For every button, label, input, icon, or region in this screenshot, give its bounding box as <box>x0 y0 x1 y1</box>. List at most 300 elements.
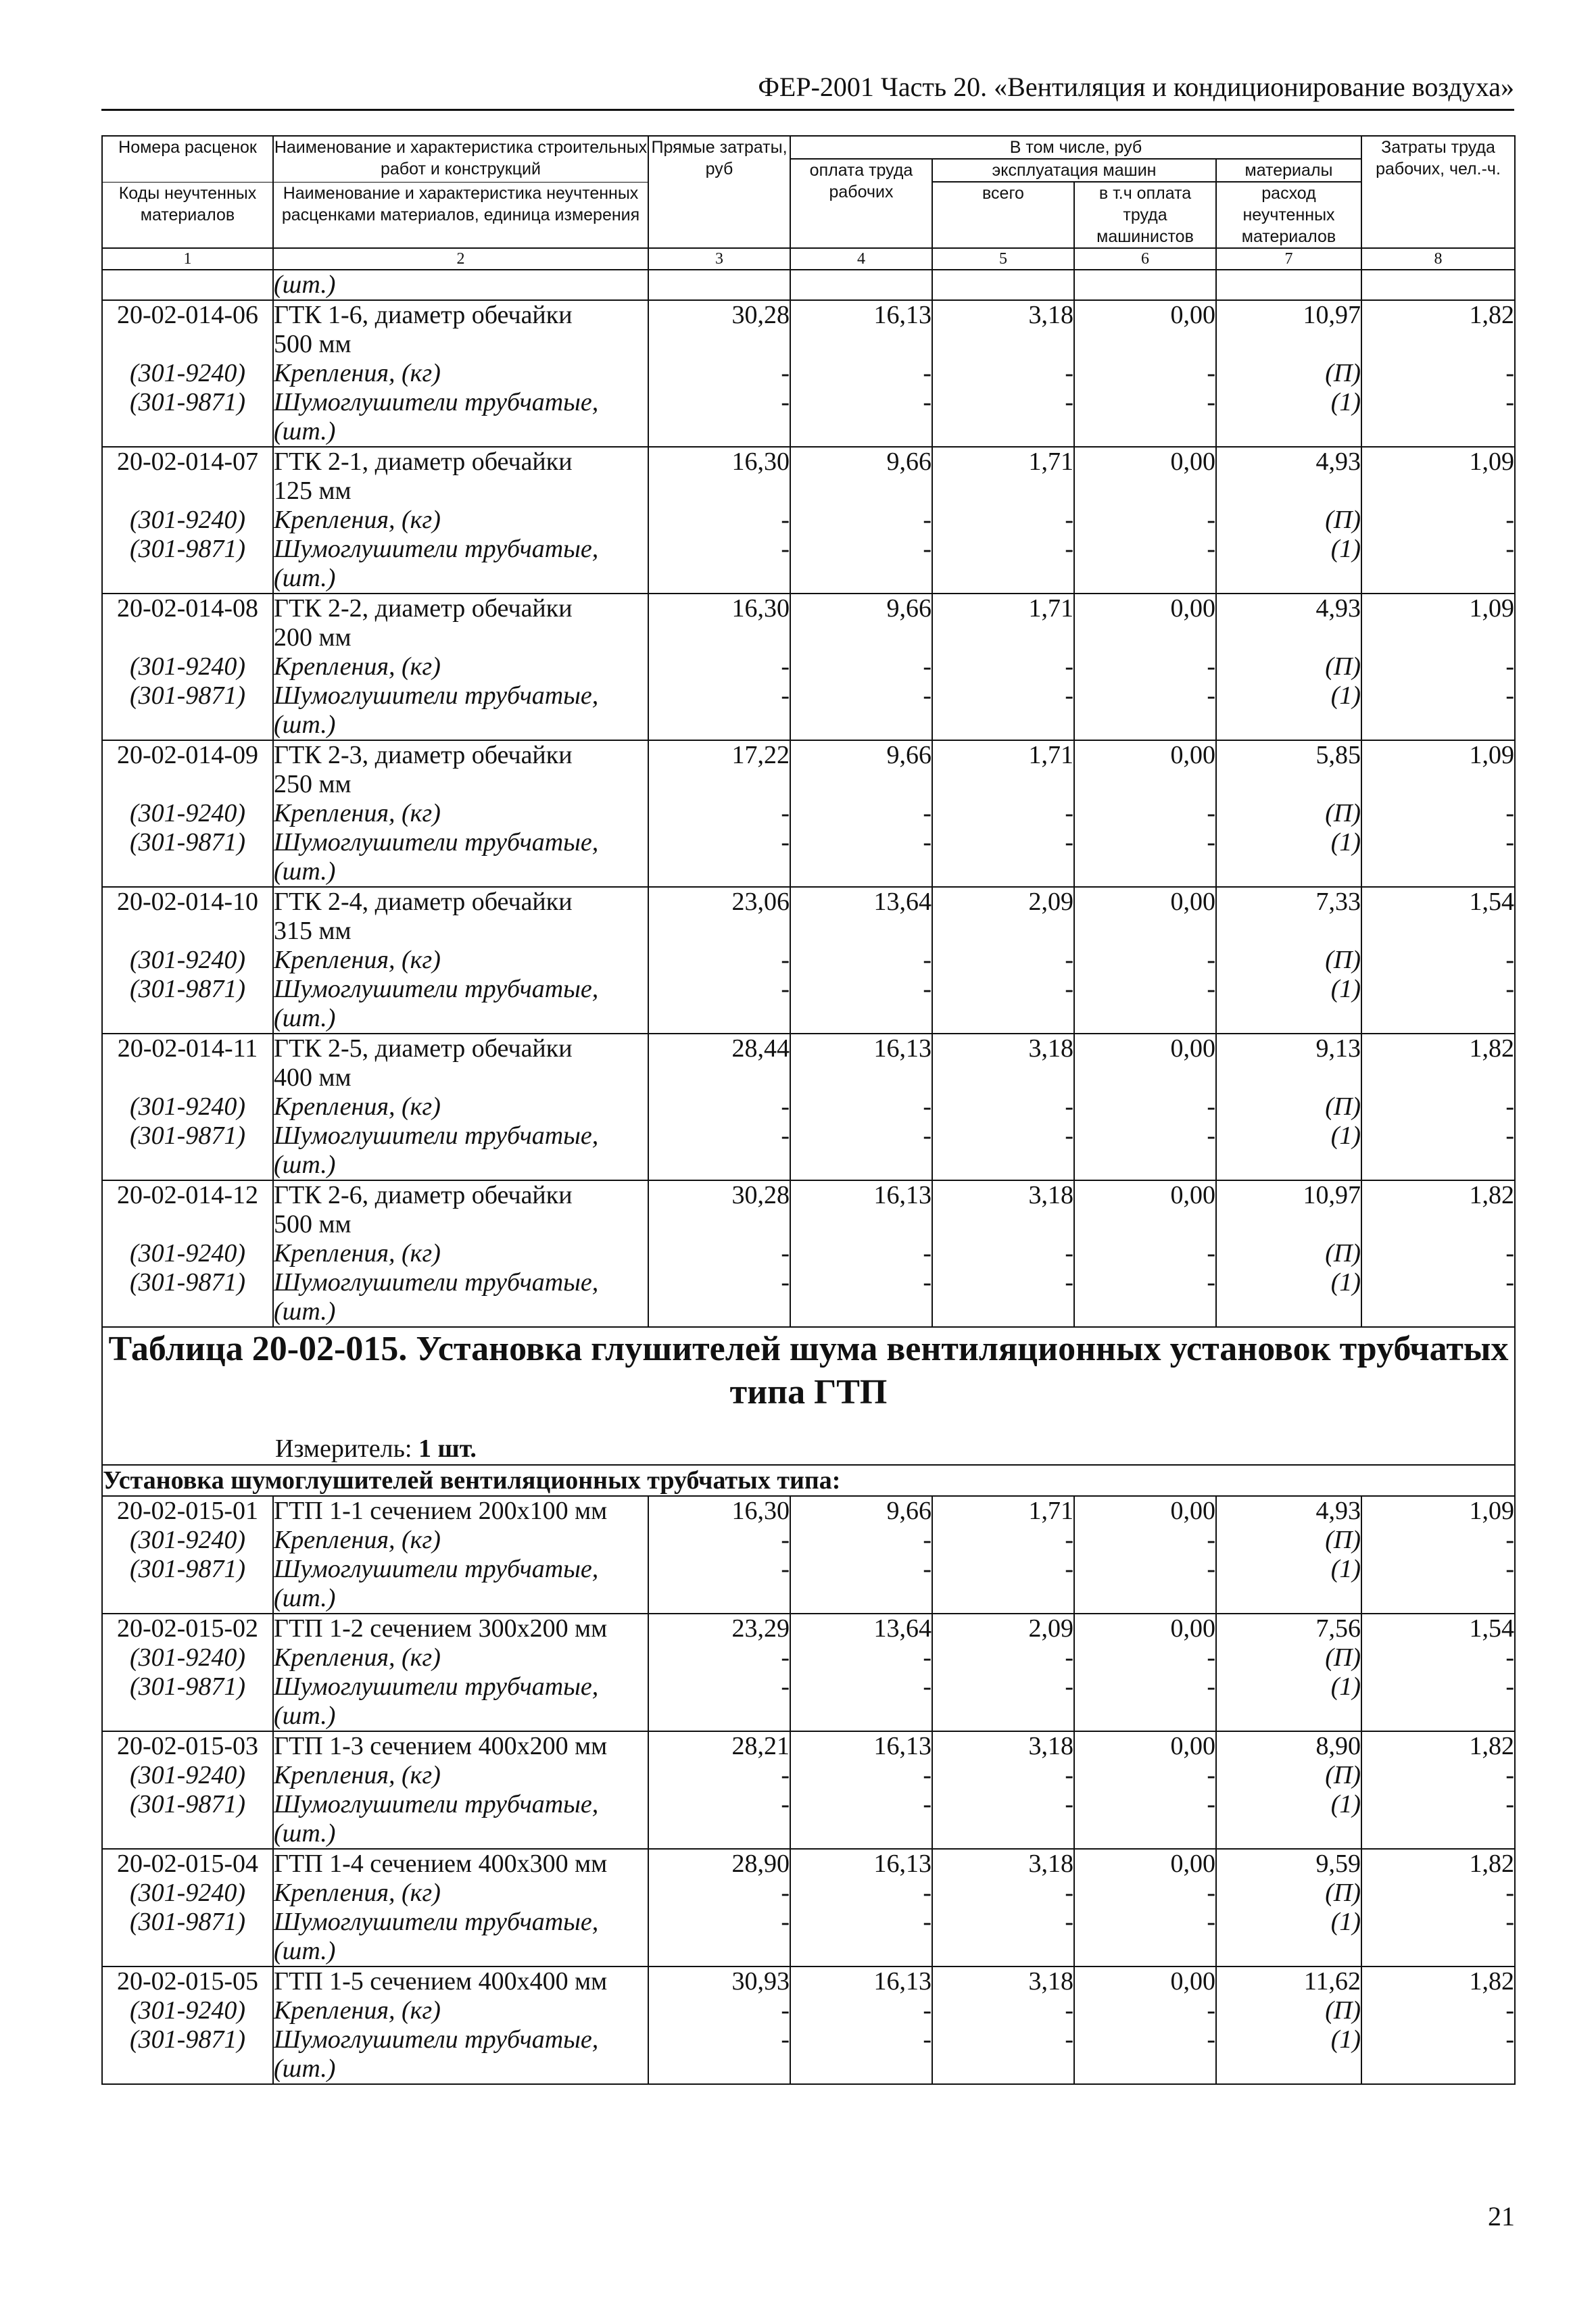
material-code: (301-9871) <box>102 1790 273 1819</box>
rate-code: 20-02-014-11 <box>102 1034 273 1063</box>
dash: - <box>932 828 1074 857</box>
dash: - <box>790 1790 932 1819</box>
dash: - <box>1361 652 1515 681</box>
dash: - <box>648 946 790 975</box>
material-name: Крепления, (кг) <box>273 1092 648 1121</box>
dash: - <box>1361 1908 1515 1937</box>
material-mark: (1) <box>1216 681 1361 710</box>
machines-total: 1,71 <box>932 447 1074 477</box>
direct-costs: 16,30 <box>648 594 790 623</box>
material-mark: (1) <box>1216 828 1361 857</box>
material-name: Шумоглушители трубчатые, <box>273 535 648 564</box>
material-name: Шумоглушители трубчатые, <box>273 828 648 857</box>
dash: - <box>790 1239 932 1268</box>
dash: - <box>932 1121 1074 1151</box>
table-body <box>102 270 1515 2084</box>
dash: - <box>790 1879 932 1908</box>
material-code: (301-9871) <box>102 681 273 710</box>
material-mark: (1) <box>1216 1790 1361 1819</box>
material-code: (301-9240) <box>102 652 273 681</box>
column-number: 7 <box>1216 248 1361 270</box>
material-mark: (1) <box>1216 1121 1361 1151</box>
materials-cost: 9,59 <box>1216 1849 1361 1879</box>
materials-cost: 4,93 <box>1216 594 1361 623</box>
material-mark: (1) <box>1216 1672 1361 1702</box>
material-name: Крепления, (кг) <box>273 1879 648 1908</box>
dash: - <box>790 388 932 417</box>
header-including: В том числе, руб <box>790 136 1361 159</box>
material-mark: (П) <box>1216 359 1361 388</box>
dash: - <box>790 1526 932 1555</box>
labor-hours: 1,82 <box>1361 1180 1515 1210</box>
material-mark: (1) <box>1216 2025 1361 2054</box>
dash: - <box>648 1092 790 1121</box>
materials-cost: 10,97 <box>1216 1180 1361 1210</box>
dash: - <box>790 828 932 857</box>
dash: - <box>1074 1672 1216 1702</box>
materials-cost: 8,90 <box>1216 1731 1361 1761</box>
dash: - <box>648 681 790 710</box>
dash: - <box>790 799 932 828</box>
material-unit: (шт.) <box>273 417 648 447</box>
machinists-pay: 0,00 <box>1074 594 1216 623</box>
table-row <box>102 1034 1515 1063</box>
dash: - <box>648 1879 790 1908</box>
dash: - <box>932 359 1074 388</box>
dash: - <box>1074 1761 1216 1790</box>
direct-costs: 28,44 <box>648 1034 790 1063</box>
work-name-cont: 400 мм <box>273 1063 648 1092</box>
work-name-cont: 125 мм <box>273 477 648 506</box>
table-row <box>102 417 1515 447</box>
dash: - <box>932 946 1074 975</box>
machines-total: 3,18 <box>932 1849 1074 1879</box>
rate-code: 20-02-014-08 <box>102 594 273 623</box>
table-row <box>102 828 1515 857</box>
dash: - <box>1361 1672 1515 1702</box>
machinists-pay: 0,00 <box>1074 447 1216 477</box>
column-number: 1 <box>102 248 273 270</box>
materials-cost: 4,93 <box>1216 447 1361 477</box>
labor-pay: 9,66 <box>790 1496 932 1526</box>
dash: - <box>790 1555 932 1584</box>
direct-costs: 28,21 <box>648 1731 790 1761</box>
column-number: 8 <box>1361 248 1515 270</box>
header-rate-numbers: Номера расценок <box>102 136 273 182</box>
dash: - <box>1074 1092 1216 1121</box>
material-name: Крепления, (кг) <box>273 946 648 975</box>
rate-code: 20-02-015-04 <box>102 1849 273 1879</box>
dash: - <box>790 1643 932 1672</box>
work-name: ГТП 1-1 сечением 200х100 мм <box>273 1496 648 1526</box>
table-row <box>102 1584 1515 1614</box>
machines-total: 2,09 <box>932 1614 1074 1643</box>
direct-costs: 16,30 <box>648 447 790 477</box>
work-name: ГТП 1-2 сечением 300х200 мм <box>273 1614 648 1643</box>
dash: - <box>1361 799 1515 828</box>
price-table <box>101 135 1516 2085</box>
material-name: Крепления, (кг) <box>273 359 648 388</box>
dash: - <box>1361 1239 1515 1268</box>
material-unit: (шт.) <box>273 1297 648 1327</box>
dash: - <box>1361 1643 1515 1672</box>
running-header: ФЕР-2001 Часть 20. «Вентиляция и кондиционирование воздуха» <box>101 71 1514 111</box>
material-name: Шумоглушители трубчатые, <box>273 1268 648 1297</box>
material-code: (301-9871) <box>102 388 273 417</box>
material-code: (301-9871) <box>102 1672 273 1702</box>
table-header <box>102 136 1515 270</box>
dash: - <box>648 1996 790 2025</box>
labor-pay: 16,13 <box>790 1967 932 1996</box>
dash: - <box>932 2025 1074 2054</box>
machines-total: 3,18 <box>932 1967 1074 1996</box>
materials-cost: 5,85 <box>1216 740 1361 770</box>
header-machines-total: всего <box>932 182 1074 248</box>
rate-code: 20-02-015-03 <box>102 1731 273 1761</box>
dash: - <box>1361 946 1515 975</box>
dash: - <box>1074 2025 1216 2054</box>
material-name: Шумоглушители трубчатые, <box>273 1790 648 1819</box>
material-code: (301-9871) <box>102 1121 273 1151</box>
dash: - <box>1361 1268 1515 1297</box>
labor-hours: 1,54 <box>1361 887 1515 917</box>
dash: - <box>1361 1996 1515 2025</box>
column-number: 6 <box>1074 248 1216 270</box>
dash: - <box>790 1908 932 1937</box>
material-code: (301-9871) <box>102 1268 273 1297</box>
dash: - <box>1361 535 1515 564</box>
dash: - <box>1074 535 1216 564</box>
machinists-pay: 0,00 <box>1074 740 1216 770</box>
dash: - <box>1361 975 1515 1004</box>
labor-pay: 16,13 <box>790 300 932 330</box>
header-direct-costs: Прямые затраты, руб <box>648 136 790 248</box>
machines-total: 1,71 <box>932 1496 1074 1526</box>
material-mark: (П) <box>1216 1996 1361 2025</box>
table-row <box>102 1268 1515 1297</box>
labor-pay: 9,66 <box>790 447 932 477</box>
labor-hours: 1,82 <box>1361 1849 1515 1879</box>
table-row <box>102 1239 1515 1268</box>
dash: - <box>648 1672 790 1702</box>
work-name: ГТК 2-3, диаметр обечайки <box>273 740 648 770</box>
material-code: (301-9240) <box>102 1526 273 1555</box>
table-row <box>102 506 1515 535</box>
material-unit: (шт.) <box>273 1937 648 1967</box>
table-row <box>102 1063 1515 1092</box>
dash: - <box>1074 975 1216 1004</box>
table-row <box>102 1731 1515 1761</box>
dash: - <box>1074 1879 1216 1908</box>
work-name: ГТК 2-5, диаметр обечайки <box>273 1034 648 1063</box>
table-row <box>102 1702 1515 1731</box>
dash: - <box>1074 1643 1216 1672</box>
header-materials: материалы <box>1216 159 1361 182</box>
material-mark: (П) <box>1216 1643 1361 1672</box>
material-mark: (1) <box>1216 1268 1361 1297</box>
dash: - <box>1361 1555 1515 1584</box>
material-code: (301-9871) <box>102 535 273 564</box>
dash: - <box>1074 1908 1216 1937</box>
machines-total: 2,09 <box>932 887 1074 917</box>
header-material-codes: Коды неучтенных материалов <box>102 182 273 248</box>
column-number: 3 <box>648 248 790 270</box>
dash: - <box>1361 506 1515 535</box>
table-row <box>102 1297 1515 1327</box>
dash: - <box>1074 388 1216 417</box>
dash: - <box>790 1761 932 1790</box>
table-row <box>102 1526 1515 1555</box>
table-row <box>102 359 1515 388</box>
table-row <box>102 1790 1515 1819</box>
material-name: Крепления, (кг) <box>273 1996 648 2025</box>
work-name-cont: 500 мм <box>273 1210 648 1239</box>
work-name: ГТП 1-3 сечением 400х200 мм <box>273 1731 648 1761</box>
direct-costs: 23,29 <box>648 1614 790 1643</box>
dash: - <box>790 359 932 388</box>
machinists-pay: 0,00 <box>1074 1180 1216 1210</box>
dash: - <box>1074 1239 1216 1268</box>
dash: - <box>932 799 1074 828</box>
table-row <box>102 799 1515 828</box>
materials-cost: 11,62 <box>1216 1967 1361 1996</box>
dash: - <box>648 1908 790 1937</box>
machines-total: 1,71 <box>932 594 1074 623</box>
measure-unit <box>275 1433 1514 1464</box>
table-row <box>102 564 1515 594</box>
labor-pay: 16,13 <box>790 1731 932 1761</box>
table-row <box>102 1121 1515 1151</box>
header-machines: эксплуатация машин <box>932 159 1216 182</box>
dash: - <box>648 2025 790 2054</box>
material-code: (301-9871) <box>102 1908 273 1937</box>
material-code: (301-9240) <box>102 799 273 828</box>
dash: - <box>1361 388 1515 417</box>
dash: - <box>790 1268 932 1297</box>
measure-label: Измеритель: <box>275 1434 412 1463</box>
dash: - <box>932 1761 1074 1790</box>
table-row <box>102 2025 1515 2054</box>
dash: - <box>1361 1121 1515 1151</box>
column-number: 5 <box>932 248 1074 270</box>
dash: - <box>648 828 790 857</box>
rate-code: 20-02-014-07 <box>102 447 273 477</box>
dash: - <box>932 1790 1074 1819</box>
labor-hours: 1,54 <box>1361 1614 1515 1643</box>
material-code: (301-9240) <box>102 1761 273 1790</box>
material-unit: (шт.) <box>273 1819 648 1849</box>
dash: - <box>1074 1996 1216 2025</box>
table-row <box>102 1761 1515 1790</box>
table-row <box>102 477 1515 506</box>
material-unit: (шт.) <box>273 1004 648 1034</box>
material-code: (301-9240) <box>102 946 273 975</box>
material-name: Шумоглушители трубчатые, <box>273 1672 648 1702</box>
table-row <box>102 447 1515 477</box>
work-name-cont: 250 мм <box>273 770 648 799</box>
measure-value: 1 шт. <box>418 1434 477 1463</box>
header-labor-costs: Затраты труда рабочих, чел.-ч. <box>1361 136 1515 248</box>
dash: - <box>648 1268 790 1297</box>
table-row <box>102 623 1515 652</box>
table-row <box>102 1210 1515 1239</box>
labor-pay: 16,13 <box>790 1034 932 1063</box>
dash: - <box>932 1268 1074 1297</box>
table-row <box>102 1672 1515 1702</box>
machinists-pay: 0,00 <box>1074 1496 1216 1526</box>
dash: - <box>648 1526 790 1555</box>
continued-unit: (шт.) <box>273 270 648 300</box>
labor-pay: 16,13 <box>790 1849 932 1879</box>
material-name: Шумоглушители трубчатые, <box>273 388 648 417</box>
dash: - <box>1361 1879 1515 1908</box>
material-code: (301-9240) <box>102 1643 273 1672</box>
dash: - <box>932 1555 1074 1584</box>
material-unit: (шт.) <box>273 710 648 740</box>
material-code: (301-9871) <box>102 1555 273 1584</box>
header-materials-unaccounted: расход неучтенных материалов <box>1216 182 1361 248</box>
labor-hours: 1,09 <box>1361 740 1515 770</box>
labor-pay: 16,13 <box>790 1180 932 1210</box>
material-name: Шумоглушители трубчатые, <box>273 975 648 1004</box>
rate-code: 20-02-015-05 <box>102 1967 273 1996</box>
dash: - <box>790 1121 932 1151</box>
machines-total: 1,71 <box>932 740 1074 770</box>
dash: - <box>1074 681 1216 710</box>
direct-costs: 28,90 <box>648 1849 790 1879</box>
dash: - <box>648 652 790 681</box>
labor-hours: 1,09 <box>1361 594 1515 623</box>
material-name: Крепления, (кг) <box>273 652 648 681</box>
page-number: 21 <box>1488 2201 1515 2231</box>
dash: - <box>932 1879 1074 1908</box>
machinists-pay: 0,00 <box>1074 1614 1216 1643</box>
dash: - <box>1361 1790 1515 1819</box>
work-name-cont: 315 мм <box>273 917 648 946</box>
table-row <box>102 1996 1515 2025</box>
table-row <box>102 1849 1515 1879</box>
material-mark: (П) <box>1216 1239 1361 1268</box>
machinists-pay: 0,00 <box>1074 1849 1216 1879</box>
material-code: (301-9871) <box>102 828 273 857</box>
table-row <box>102 1643 1515 1672</box>
rate-code: 20-02-014-10 <box>102 887 273 917</box>
material-unit: (шт.) <box>273 2054 648 2084</box>
table-row <box>102 1004 1515 1034</box>
machinists-pay: 0,00 <box>1074 1034 1216 1063</box>
dash: - <box>790 2025 932 2054</box>
machines-total: 3,18 <box>932 1034 1074 1063</box>
dash: - <box>932 1092 1074 1121</box>
table-row <box>102 917 1515 946</box>
material-mark: (П) <box>1216 506 1361 535</box>
dash: - <box>648 1761 790 1790</box>
material-name: Крепления, (кг) <box>273 1526 648 1555</box>
labor-pay: 9,66 <box>790 740 932 770</box>
table-title-row <box>102 1327 1515 1465</box>
material-code: (301-9240) <box>102 1092 273 1121</box>
material-name: Крепления, (кг) <box>273 1761 648 1790</box>
material-code: (301-9871) <box>102 2025 273 2054</box>
table-row <box>102 1496 1515 1526</box>
dash: - <box>648 535 790 564</box>
dash: - <box>1361 2025 1515 2054</box>
material-mark: (1) <box>1216 975 1361 1004</box>
dash: - <box>790 652 932 681</box>
direct-costs: 16,30 <box>648 1496 790 1526</box>
machinists-pay: 0,00 <box>1074 887 1216 917</box>
material-name: Шумоглушители трубчатые, <box>273 2025 648 2054</box>
dash: - <box>1361 1092 1515 1121</box>
table-row <box>102 1555 1515 1584</box>
table-row <box>102 388 1515 417</box>
table-row <box>102 1092 1515 1121</box>
material-mark: (П) <box>1216 652 1361 681</box>
dash: - <box>1074 1526 1216 1555</box>
machines-total: 3,18 <box>932 1731 1074 1761</box>
table-row <box>102 2054 1515 2084</box>
dash: - <box>790 1092 932 1121</box>
material-name: Крепления, (кг) <box>273 799 648 828</box>
table-title-block <box>102 1327 1515 1465</box>
work-name: ГТП 1-4 сечением 400х300 мм <box>273 1849 648 1879</box>
material-mark: (П) <box>1216 1761 1361 1790</box>
direct-costs: 17,22 <box>648 740 790 770</box>
machinists-pay: 0,00 <box>1074 1731 1216 1761</box>
labor-hours: 1,82 <box>1361 300 1515 330</box>
table-row <box>102 857 1515 887</box>
dash: - <box>790 946 932 975</box>
material-mark: (1) <box>1216 1555 1361 1584</box>
dash: - <box>932 506 1074 535</box>
material-name: Шумоглушители трубчатые, <box>273 1121 648 1151</box>
work-name-cont: 200 мм <box>273 623 648 652</box>
dash: - <box>1361 1526 1515 1555</box>
work-name: ГТК 2-6, диаметр обечайки <box>273 1180 648 1210</box>
subheading-row <box>102 1465 1515 1496</box>
table-row <box>102 1879 1515 1908</box>
table-row <box>102 535 1515 564</box>
direct-costs: 30,28 <box>648 300 790 330</box>
dash: - <box>1074 946 1216 975</box>
dash: - <box>932 1239 1074 1268</box>
material-name: Крепления, (кг) <box>273 506 648 535</box>
material-mark: (1) <box>1216 1908 1361 1937</box>
rate-code: 20-02-014-12 <box>102 1180 273 1210</box>
dash: - <box>790 681 932 710</box>
dash: - <box>1361 828 1515 857</box>
rate-code: 20-02-015-01 <box>102 1496 273 1526</box>
dash: - <box>648 1239 790 1268</box>
table-row <box>102 770 1515 799</box>
labor-hours: 1,09 <box>1361 447 1515 477</box>
material-code: (301-9240) <box>102 1996 273 2025</box>
table-row <box>102 1937 1515 1967</box>
table-row <box>102 975 1515 1004</box>
machinists-pay: 0,00 <box>1074 1967 1216 1996</box>
table-row <box>102 1819 1515 1849</box>
work-name-cont: 500 мм <box>273 330 648 359</box>
rate-code: 20-02-014-09 <box>102 740 273 770</box>
dash: - <box>1361 359 1515 388</box>
table-row <box>102 1180 1515 1210</box>
materials-cost: 10,97 <box>1216 300 1361 330</box>
machines-total: 3,18 <box>932 300 1074 330</box>
table-row <box>102 710 1515 740</box>
table-row <box>102 330 1515 359</box>
rate-code: 20-02-014-06 <box>102 300 273 330</box>
dash: - <box>932 652 1074 681</box>
